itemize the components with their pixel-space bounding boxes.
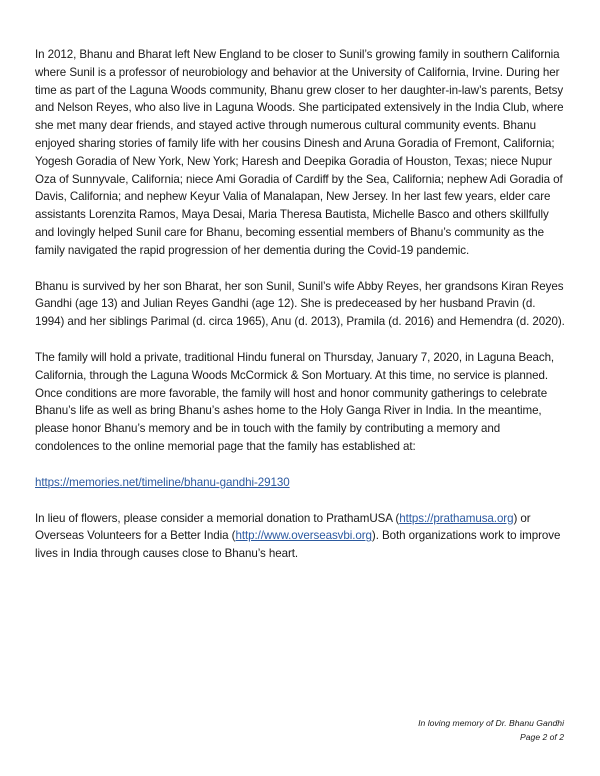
memorial-page-link[interactable]: https://memories.net/timeline/bhanu-gandhi-29130: [35, 475, 290, 489]
paragraph-donations: [35, 510, 565, 563]
donation-text-part1: In lieu of flowers, please consider a memorial donation to PrathamUSA (: [35, 511, 400, 525]
paragraph-memorial-link: [35, 474, 565, 492]
paragraph-survived-by: Bhanu is survived by her son Bharat, her son Sunil, Sunil’s wife Abby Reyes, her grandsons Kiran Reyes Gandhi (age 13) and Julian Reyes Gandhi (age 12). She is predeceased by her husband Pravin (d. 1994) and her siblings Parimal (d. circa 1965), Anu (d. 2013), Pramila (d. 2016) and Hemendra (d. 2020).: [35, 279, 565, 329]
footer-memorial-line: In loving memory of Dr. Bhanu Gandhi: [418, 718, 564, 728]
footer-page-number: Page 2 of 2: [520, 732, 564, 742]
donation-text-part3: ). Both organizations work to improve lives in India through causes close to Bhanu’s heart.: [35, 529, 561, 561]
overseasvbi-link[interactable]: http://www.overseasvbi.org: [235, 529, 372, 543]
donation-text-part2: ) or Overseas Volunteers for a Better India (: [35, 511, 531, 543]
paragraph-california-years: In 2012, Bhanu and Bharat left New England to be closer to Sunil’s growing family in southern California where Sunil is a professor of neurobiology and behavior at the University of California, Irvine. During her time as part of the Laguna Woods community, Bhanu grew closer to her daughter-in-law’s parents, Betsy and Nelson Reyes, who also live in Laguna Woods. She participated extensively in the India Club, where she met many dear friends, and stayed active through numerous cultural community events. Bhanu enjoyed sharing stories of family life with her cousins Dinesh and Aruna Goradia of Fremont, California; Yogesh Goradia of New York, New York; Haresh and Deepika Goradia of Houston, Texas; niece Nupur Oza of Sunnyvale, California; niece Ami Goradia of Cardiff by the Sea, California; nephew Adi Goradia of Davis, California; and nephew Keyur Valia of Manalapan, New Jersey. In her last few years, elder care assistants Lorenzita Ramos, Maya Desai, Maria Theresa Bautista, Michelle Basco and others skillfully and lovingly helped Sunil care for Bhanu, becoming essential members of Bhanu’s community as the family navigated the rapid progression of her dementia during the Covid-19 pandemic.: [35, 48, 564, 257]
page-footer: [418, 716, 564, 744]
paragraph-funeral-details: The family will hold a private, traditional Hindu funeral on Thursday, January 7, 2020, in Laguna Beach, California, through the Laguna Woods McCormick & Son Mortuary. At this time, no service is planned. Once conditions are more favorable, the family will host and honor community gatherings to celebrate Bhanu’s life as well as bring Bhanu’s ashes home to the Holy Ganga River in India. In the meantime, please honor Bhanu’s memory and be in touch with the family by contributing a memory and condolences to the online memorial page that the family has established at:: [35, 350, 555, 453]
prathamusa-link[interactable]: https://prathamusa.org: [399, 511, 514, 525]
document-body: [35, 46, 565, 581]
